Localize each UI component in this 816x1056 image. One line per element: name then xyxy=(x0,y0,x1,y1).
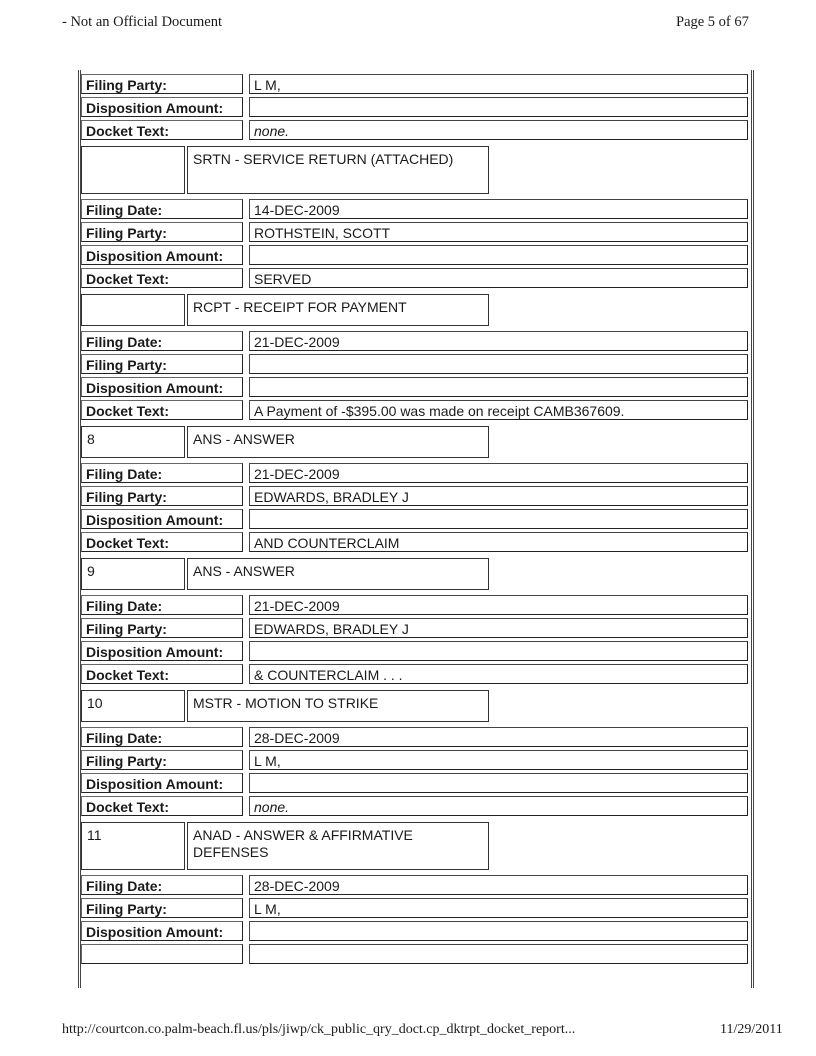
filing-party-label: Filing Party: xyxy=(81,750,243,770)
filing-party-value: L M, xyxy=(249,898,748,918)
entry-number: 9 xyxy=(81,558,185,590)
filing-date-row xyxy=(81,594,748,617)
disposition-amount-label: Disposition Amount: xyxy=(81,377,243,397)
filing-date-label: Filing Date: xyxy=(81,595,243,615)
print-date: 11/29/2011 xyxy=(720,1022,783,1037)
docket-text-value-cut xyxy=(249,944,748,964)
docket-text-label: Docket Text: xyxy=(81,532,243,552)
disposition-amount-label: Disposition Amount: xyxy=(81,509,243,529)
filing-date-row xyxy=(81,198,748,221)
table-border-right xyxy=(751,70,754,988)
disposition-amount-value xyxy=(249,921,748,941)
filing-party-row xyxy=(81,749,748,772)
entry-number xyxy=(81,294,185,326)
docket-text-label-cut xyxy=(81,944,243,964)
filing-party-label: Filing Party: xyxy=(81,618,243,638)
filing-date-row xyxy=(81,462,748,485)
disposition-amount-value xyxy=(249,377,748,397)
filing-party-row xyxy=(81,617,748,640)
disposition-amount-label: Disposition Amount: xyxy=(81,641,243,661)
entry-code: RCPT - RECEIPT FOR PAYMENT xyxy=(187,294,489,326)
disposition-amount-row xyxy=(81,920,748,943)
disposition-amount-label: Disposition Amount: xyxy=(81,97,243,117)
filing-party-row xyxy=(81,353,748,376)
filing-date-value: 21-DEC-2009 xyxy=(249,331,748,351)
disposition-amount-row xyxy=(81,376,748,399)
filing-party-row xyxy=(81,221,748,244)
filing-party-value: L M, xyxy=(249,750,748,770)
disposition-amount-row xyxy=(81,244,748,267)
disposition-amount-row xyxy=(81,96,748,119)
disposition-amount-row xyxy=(81,772,748,795)
filing-party-value: EDWARDS, BRADLEY J xyxy=(249,618,748,638)
entry-number: 10 xyxy=(81,690,185,722)
entry-number xyxy=(81,146,185,194)
docket-entry-header xyxy=(81,558,748,590)
filing-party-row xyxy=(81,73,748,96)
docket-report xyxy=(78,70,754,988)
docket-text-value: A Payment of -$395.00 was made on receipt CAMB367609. xyxy=(249,400,748,420)
filing-party-value xyxy=(249,354,748,374)
docket-text-row xyxy=(81,119,748,142)
disposition-amount-value xyxy=(249,509,748,529)
disposition-amount-label: Disposition Amount: xyxy=(81,773,243,793)
entry-number: 8 xyxy=(81,426,185,458)
docket-text-label: Docket Text: xyxy=(81,400,243,420)
page-number: Page 5 of 67 xyxy=(676,14,749,30)
docket-text-label: Docket Text: xyxy=(81,796,243,816)
filing-party-value: L M, xyxy=(249,74,748,94)
disposition-amount-value xyxy=(249,245,748,265)
docket-text-row xyxy=(81,663,748,686)
disposition-amount-label: Disposition Amount: xyxy=(81,921,243,941)
filing-party-label: Filing Party: xyxy=(81,222,243,242)
entry-code: ANAD - ANSWER & AFFIRMATIVE DEFENSES xyxy=(187,822,489,870)
docket-text-row xyxy=(81,399,748,422)
filing-date-label: Filing Date: xyxy=(81,199,243,219)
docket-text-row xyxy=(81,531,748,554)
docket-entry-header xyxy=(81,294,748,326)
entry-code: MSTR - MOTION TO STRIKE xyxy=(187,690,489,722)
docket-entry-header xyxy=(81,426,748,458)
docket-text-value: SERVED xyxy=(249,268,748,288)
docket-text-row xyxy=(81,795,748,818)
filing-date-label: Filing Date: xyxy=(81,875,243,895)
disposition-amount-row xyxy=(81,508,748,531)
filing-party-row xyxy=(81,897,748,920)
disposition-amount-value xyxy=(249,773,748,793)
filing-date-label: Filing Date: xyxy=(81,331,243,351)
docket-text-label: Docket Text: xyxy=(81,268,243,288)
docket-entry-header xyxy=(81,146,748,194)
disposition-amount-value xyxy=(249,641,748,661)
filing-date-row xyxy=(81,874,748,897)
entry-number: 11 xyxy=(81,822,185,870)
filing-party-label: Filing Party: xyxy=(81,74,243,94)
source-url: http://courtcon.co.palm-beach.fl.us/pls/jiwp/ck_public_qry_doct.cp_dktrpt_docket_report... xyxy=(62,1022,576,1037)
entry-code: ANS - ANSWER xyxy=(187,426,489,458)
disposition-amount-row xyxy=(81,640,748,663)
entry-code: ANS - ANSWER xyxy=(187,558,489,590)
docket-text-row xyxy=(81,267,748,290)
filing-party-label: Filing Party: xyxy=(81,354,243,374)
docket-text-row xyxy=(81,943,748,966)
docket-entry-header xyxy=(81,690,748,722)
docket-text-value: AND COUNTERCLAIM xyxy=(249,532,748,552)
disposition-amount-label: Disposition Amount: xyxy=(81,245,243,265)
disposition-amount-value xyxy=(249,97,748,117)
entry-code: SRTN - SERVICE RETURN (ATTACHED) xyxy=(187,146,489,194)
filing-date-value: 21-DEC-2009 xyxy=(249,595,748,615)
filing-date-value: 28-DEC-2009 xyxy=(249,727,748,747)
document-header-notice: - Not an Official Document xyxy=(62,14,222,30)
filing-date-label: Filing Date: xyxy=(81,463,243,483)
filing-party-value: EDWARDS, BRADLEY J xyxy=(249,486,748,506)
filing-party-row xyxy=(81,485,748,508)
filing-date-row xyxy=(81,726,748,749)
filing-date-value: 21-DEC-2009 xyxy=(249,463,748,483)
docket-text-value: & COUNTERCLAIM . . . xyxy=(249,664,748,684)
docket-text-value: none. xyxy=(249,120,748,140)
filing-date-row xyxy=(81,330,748,353)
filing-party-label: Filing Party: xyxy=(81,486,243,506)
docket-text-label: Docket Text: xyxy=(81,664,243,684)
filing-date-value: 14-DEC-2009 xyxy=(249,199,748,219)
docket-entry-header xyxy=(81,822,748,870)
docket-text-label: Docket Text: xyxy=(81,120,243,140)
filing-date-label: Filing Date: xyxy=(81,727,243,747)
filing-party-value: ROTHSTEIN, SCOTT xyxy=(249,222,748,242)
filing-date-value: 28-DEC-2009 xyxy=(249,875,748,895)
docket-text-value: none. xyxy=(249,796,748,816)
filing-party-label: Filing Party: xyxy=(81,898,243,918)
